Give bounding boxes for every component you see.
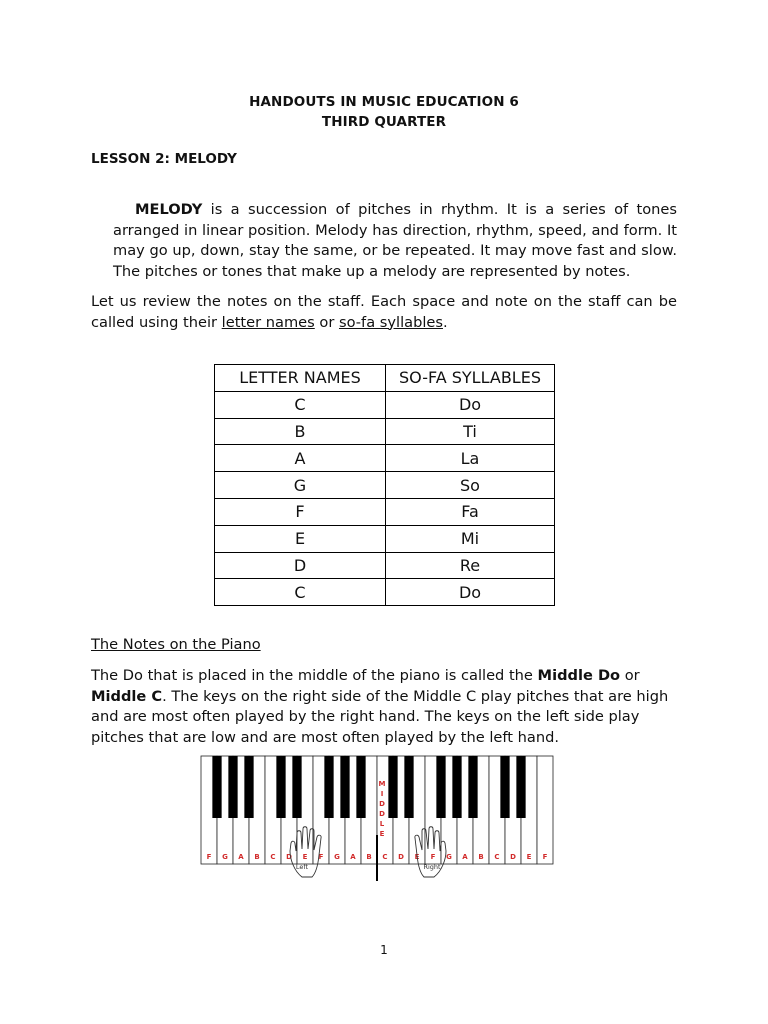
left-hand-label: Left bbox=[295, 863, 309, 871]
table-row bbox=[215, 525, 555, 552]
review-text-2: or bbox=[314, 313, 339, 331]
piano-black-key bbox=[292, 756, 301, 818]
page-number: 1 bbox=[380, 943, 388, 957]
middle-label-letter: D bbox=[379, 800, 385, 808]
table-row bbox=[215, 445, 555, 472]
piano-key-letter: B bbox=[254, 853, 260, 861]
table-cell-letter: E bbox=[215, 525, 386, 552]
right-hand-label: Right bbox=[423, 863, 441, 871]
piano-key-letter: C bbox=[382, 853, 388, 861]
piano-key-letter: D bbox=[510, 853, 516, 861]
piano-key-letter: C bbox=[494, 853, 500, 861]
table-header-sofa-syllables: SO-FA SYLLABLES bbox=[386, 365, 555, 392]
letter-names-term: letter names bbox=[221, 313, 315, 331]
header-title-line1: HANDOUTS IN MUSIC EDUCATION 6 bbox=[249, 94, 519, 110]
table-cell-syllable: La bbox=[386, 445, 555, 472]
piano-section-heading: The Notes on the Piano bbox=[91, 636, 261, 653]
piano-black-key bbox=[404, 756, 413, 818]
piano-black-key bbox=[436, 756, 445, 818]
piano-black-key bbox=[212, 756, 221, 818]
piano-key-letter: E bbox=[526, 853, 532, 861]
middle-label-letter: E bbox=[379, 830, 385, 838]
table-cell-syllable: Ti bbox=[386, 418, 555, 445]
lesson-title: LESSON 2: MELODY bbox=[91, 151, 237, 167]
piano-keyboard-diagram bbox=[198, 755, 556, 883]
piano-key-letter: A bbox=[238, 853, 244, 861]
piano-key-letter: A bbox=[462, 853, 468, 861]
table-cell-syllable: Fa bbox=[386, 498, 555, 525]
table-cell-syllable: Re bbox=[386, 552, 555, 579]
table-cell-syllable: Do bbox=[386, 579, 555, 606]
piano-key-letter: E bbox=[414, 853, 420, 861]
table-cell-letter: A bbox=[215, 445, 386, 472]
table-cell-syllable: Mi bbox=[386, 525, 555, 552]
piano-black-key bbox=[324, 756, 333, 818]
piano-paragraph bbox=[91, 666, 677, 748]
piano-black-key bbox=[516, 756, 525, 818]
table-row bbox=[215, 391, 555, 418]
table-cell-letter: D bbox=[215, 552, 386, 579]
table-row bbox=[215, 472, 555, 499]
piano-key-letter: F bbox=[318, 853, 324, 861]
melody-term: MELODY bbox=[135, 201, 203, 218]
piano-key-letter: C bbox=[270, 853, 276, 861]
review-text-1: Let us review the notes on the staff. Each space and note on the staff can be called using their bbox=[91, 293, 677, 331]
melody-definition bbox=[113, 200, 677, 282]
middle-label-letter: L bbox=[379, 820, 385, 828]
piano-text-1: The Do that is placed in the middle of the piano is called the bbox=[91, 667, 538, 684]
piano-black-key bbox=[228, 756, 237, 818]
notes-table bbox=[214, 364, 555, 606]
table-row bbox=[215, 498, 555, 525]
piano-key-letter: F bbox=[542, 853, 548, 861]
review-paragraph bbox=[91, 292, 677, 333]
table-row bbox=[215, 552, 555, 579]
middle-label-letter: I bbox=[380, 790, 384, 798]
piano-key-letter: D bbox=[286, 853, 292, 861]
table-row bbox=[215, 418, 555, 445]
piano-key-letter: A bbox=[350, 853, 356, 861]
review-text-3: . bbox=[442, 313, 448, 331]
piano-black-key bbox=[468, 756, 477, 818]
table-header-letter-names: LETTER NAMES bbox=[215, 365, 386, 392]
piano-key-letter: G bbox=[334, 853, 340, 861]
piano-black-key bbox=[500, 756, 509, 818]
middle-label-letter: M bbox=[378, 780, 386, 788]
middle-do-term: Middle Do bbox=[537, 667, 621, 684]
table-header-row bbox=[215, 365, 555, 392]
piano-key-letter: G bbox=[222, 853, 228, 861]
table-cell-letter: G bbox=[215, 472, 386, 499]
table-cell-letter: C bbox=[215, 579, 386, 606]
piano-key-letter: B bbox=[366, 853, 372, 861]
piano-black-key bbox=[388, 756, 397, 818]
piano-key-letter: B bbox=[478, 853, 484, 861]
piano-text-3: . The keys on the right side of the Middle C play pitches that are high and are most often played by the right hand. The keys on the left side play pitches that are low and are most often played by the left hand. bbox=[91, 687, 669, 746]
piano-key-letter: D bbox=[398, 853, 404, 861]
table-cell-syllable: So bbox=[386, 472, 555, 499]
table-row bbox=[215, 579, 555, 606]
piano-text-2: or bbox=[620, 667, 640, 684]
piano-key-letter: E bbox=[302, 853, 308, 861]
piano-white-key bbox=[537, 756, 553, 864]
piano-key-letter: F bbox=[430, 853, 436, 861]
sofa-syllables-term: so-fa syllables bbox=[338, 313, 443, 331]
middle-label-letter: D bbox=[379, 810, 385, 818]
piano-black-key bbox=[356, 756, 365, 818]
table-cell-letter: C bbox=[215, 391, 386, 418]
melody-definition-text: is a succession of pitches in rhythm. It is a series of tones arranged in linear position. Melody has direction, rhythm, speed, and form. It may go up, down, stay the same, or be repeated. It may move fast and slow. The pitches or tones that make up a melody are represented by notes. bbox=[113, 201, 677, 280]
middle-c-term: Middle C bbox=[91, 687, 163, 705]
table-cell-letter: B bbox=[215, 418, 386, 445]
piano-black-key bbox=[276, 756, 285, 818]
piano-black-key bbox=[340, 756, 349, 818]
piano-black-key bbox=[452, 756, 461, 818]
piano-key-letter: G bbox=[446, 853, 452, 861]
piano-black-key bbox=[244, 756, 253, 818]
header-title-line2: THIRD QUARTER bbox=[321, 114, 447, 130]
piano-key-letter: F bbox=[206, 853, 212, 861]
table-cell-syllable: Do bbox=[386, 391, 555, 418]
table-cell-letter: F bbox=[215, 498, 386, 525]
